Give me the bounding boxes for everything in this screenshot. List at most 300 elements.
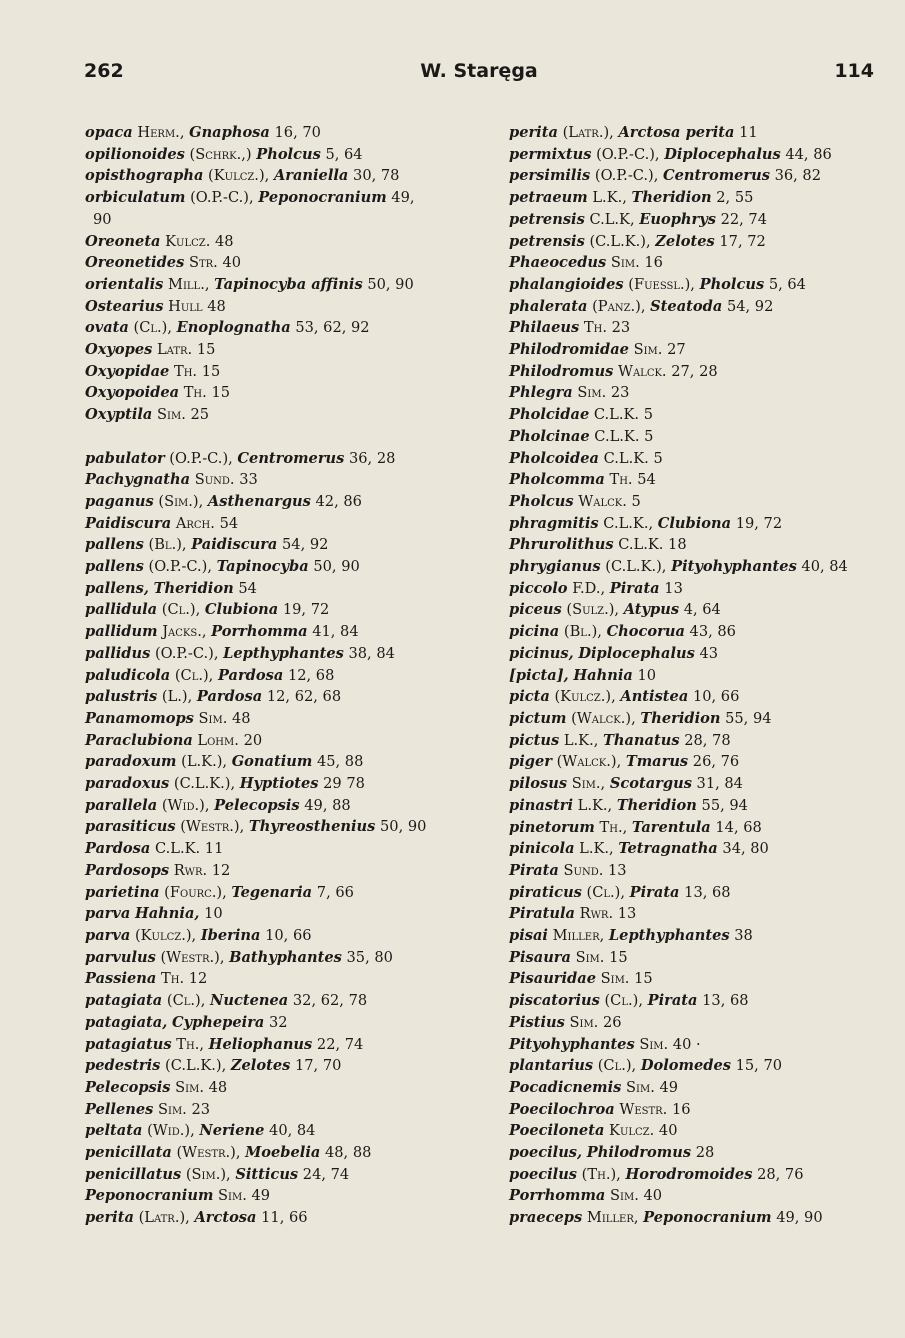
entry-term: pedestris (85, 1057, 161, 1075)
index-entry (85, 469, 460, 491)
entry-genus: Gonatium (231, 753, 313, 771)
entry-author: (Walck.), (556, 753, 622, 771)
index-entry (85, 947, 460, 969)
entry-author: Sund. (563, 861, 604, 879)
entry-author: C.L.K. (618, 536, 664, 554)
entry-pages: 18 (668, 536, 687, 554)
entry-term: Phaeocedus (509, 254, 607, 272)
entry-genus: Hahnia, (134, 905, 200, 923)
entry-term: Pellenes (85, 1100, 154, 1118)
entry-term: Oxyptila (85, 406, 153, 424)
entry-pages: 16, 70 (274, 124, 321, 141)
entry-pages: 5, 64 (325, 145, 363, 163)
entry-pages: 40 (222, 254, 242, 272)
entry-author: L.K., (579, 840, 614, 858)
index-entry (509, 817, 879, 839)
index-entry (509, 556, 879, 578)
entry-genus: Hyptiotes (239, 775, 319, 793)
index-entry (85, 730, 460, 752)
index-column-right (509, 122, 879, 1229)
entry-term: picina (509, 623, 560, 641)
entry-genus: Bathyphantes (229, 948, 342, 966)
entry-pages: 45, 88 (316, 753, 364, 771)
index-entry (85, 187, 460, 230)
index-entry (509, 448, 879, 470)
entry-genus: Pardosa (217, 666, 284, 684)
entry-author: (Fourc.), (164, 883, 227, 901)
entry-author: Sim. (600, 970, 630, 988)
entry-genus: Theridion (153, 579, 234, 597)
entry-genus: Pirata (609, 579, 660, 597)
entry-genus: Cyphepeira (171, 1013, 265, 1031)
entry-term: paganus (85, 492, 154, 510)
entry-pages: 49, 90 (776, 1209, 823, 1227)
entry-author: Th. (161, 970, 185, 988)
entry-term: Philaeus (509, 319, 580, 337)
entry-author: Th. (173, 362, 198, 380)
entry-pages: 54, 92 (282, 536, 329, 554)
entry-pages: 15 (201, 362, 221, 380)
index-entry (85, 773, 460, 795)
entry-author: (Th.), (581, 1165, 621, 1183)
entry-genus: Centromerus (237, 449, 345, 467)
entry-genus: Pirata (629, 883, 680, 901)
entry-genus: Paidiscura (191, 536, 278, 554)
entry-author: Miller, (552, 927, 605, 945)
entry-term: Pholcidae (509, 406, 590, 424)
entry-term: pinastri (509, 796, 574, 814)
entry-term: patagiata (85, 992, 163, 1010)
entry-term: opaca (85, 124, 133, 141)
entry-author: Walck. (578, 492, 627, 510)
entry-pages: 38, 84 (348, 644, 395, 662)
entry-term: persimilis (509, 167, 591, 185)
index-entry (85, 903, 460, 925)
index-entry (85, 534, 460, 556)
entry-term: petraeum (509, 189, 588, 207)
entry-term: picta (509, 688, 550, 706)
entry-pages: 48, 88 (324, 1144, 372, 1162)
entry-term: paradoxum (85, 753, 177, 771)
index-entry (85, 339, 460, 361)
entry-genus: Asthenargus (207, 492, 311, 510)
entry-author: Sim. (626, 1078, 655, 1096)
issue-number: 114 (834, 60, 874, 82)
entry-author: C.L.K., (603, 514, 654, 532)
entry-term: piccolo (509, 579, 568, 597)
index-entry (509, 1077, 879, 1099)
entry-term: peltata (85, 1122, 143, 1140)
index-entry (509, 231, 879, 253)
index-entry (85, 686, 460, 708)
entry-genus: Theridion (640, 709, 721, 727)
entry-author: (Westr.), (176, 1144, 241, 1162)
entry-genus: Pholcus (699, 275, 765, 293)
entry-term: piger (509, 753, 552, 771)
entry-genus: Theridion (631, 189, 712, 207)
index-entry (85, 231, 460, 253)
entry-author: (C.L.K.), (165, 1057, 227, 1075)
entry-author: Kulcz. (609, 1122, 655, 1140)
entry-term: Pholcinae (509, 427, 590, 445)
entry-author: (Schrk.,) (189, 145, 252, 163)
section-gap (85, 426, 460, 448)
entry-term: picinus, (509, 644, 574, 662)
entry-author: (O.P.-C.), (594, 167, 659, 185)
entry-pages: 5 (644, 427, 654, 445)
entry-genus: Euophrys (639, 210, 716, 228)
entry-genus: Lepthyphantes (608, 927, 730, 945)
entry-pages: 17, 70 (294, 1057, 342, 1075)
entry-pages: 49, 88 (304, 796, 351, 814)
entry-term: Pachygnatha (85, 471, 191, 489)
index-entry (509, 187, 879, 209)
index-entry (85, 665, 460, 687)
entry-pages: 50, 90 (313, 558, 360, 576)
entry-term: pallens (85, 558, 144, 576)
entry-genus: Chocorua (606, 623, 685, 641)
entry-term: phalangioides (509, 275, 624, 293)
entry-author: (C.L.K.), (605, 558, 667, 576)
entry-term: patagiatus (85, 1035, 172, 1053)
entry-author: (C.L.K.), (173, 775, 236, 793)
entry-term: phragmitis (509, 514, 599, 532)
entry-term: piraticus (509, 883, 582, 901)
entry-term: pallens (85, 536, 144, 554)
entry-pages: 49 (659, 1078, 679, 1096)
entry-pages: 15, 70 (735, 1057, 783, 1075)
index-entry (509, 1207, 879, 1229)
entry-genus: Gnaphosa (189, 124, 270, 141)
entry-term: Oxyopes (85, 341, 153, 359)
entry-pages: 14, 68 (715, 818, 762, 836)
entry-pages: 44, 86 (785, 145, 832, 163)
entry-pages: 5, 64 (768, 275, 806, 293)
entry-author: (Fuessl.), (628, 275, 695, 293)
entry-genus: Dolomedes (640, 1057, 731, 1075)
entry-genus: Tarentula (631, 818, 711, 836)
entry-genus: Zelotes (655, 232, 715, 250)
entry-pages: 20 (243, 731, 263, 749)
index-entry (509, 578, 879, 600)
index-entry (85, 296, 460, 318)
index-entry (85, 599, 460, 621)
entry-author: (Wid.), (161, 796, 210, 814)
index-entry (85, 1207, 460, 1229)
entry-genus: Tetragnatha (618, 840, 718, 858)
entry-pages: 12, 68 (287, 666, 335, 684)
index-entry (509, 1012, 879, 1034)
index-entry (85, 448, 460, 470)
entry-term: parva (85, 905, 131, 923)
entry-term: penicillatus (85, 1165, 182, 1183)
entry-author: Sim. (633, 341, 663, 359)
entry-term: Ostearius (85, 297, 164, 315)
entry-author: (Westr.), (180, 818, 245, 836)
entry-term: Panamomops (85, 709, 194, 727)
index-entry (85, 968, 460, 990)
entry-author: (Sulz.), (566, 601, 620, 619)
entry-author: Sim., (571, 775, 606, 793)
entry-term: Phrurolithus (509, 536, 614, 554)
entry-author: (Latr.), (138, 1209, 190, 1227)
index-entry (85, 1164, 460, 1186)
entry-genus: Tegenaria (231, 883, 313, 901)
entry-pages: 32 (269, 1013, 288, 1031)
entry-author: Sim. (577, 384, 607, 402)
entry-term: [picta], (509, 666, 569, 684)
entry-pages: 17, 72 (719, 232, 766, 250)
entry-term: parasiticus (85, 818, 176, 836)
entry-author: (Cl.), (174, 666, 214, 684)
entry-pages: 49, (391, 189, 415, 207)
entry-author: (Bl.), (148, 536, 187, 554)
entry-genus: Atypus (623, 601, 680, 619)
entry-genus: Pholcus (256, 145, 321, 163)
index-entry (85, 751, 460, 773)
entry-term: Oxyopoidea (85, 384, 180, 402)
entry-pages: 22, 74 (720, 210, 767, 228)
index-entry (509, 621, 879, 643)
entry-pages: 27, 28 (671, 362, 718, 380)
entry-author: Sim. (639, 1035, 669, 1053)
entry-pages: 43 (699, 644, 719, 662)
entry-term: Phlegra (509, 384, 573, 402)
entry-term: Peponocranium (85, 1187, 214, 1205)
entry-author: Kulcz. (165, 232, 211, 250)
entry-pages: 36, 28 (348, 449, 396, 467)
entry-genus: Diplocephalus (664, 145, 781, 163)
index-entry (509, 339, 879, 361)
index-entry (509, 838, 879, 860)
index-entry (509, 534, 879, 556)
entry-author: Sim. (158, 1100, 187, 1118)
entry-author: Walck. (617, 362, 667, 380)
entry-author: (Panz.), (592, 297, 646, 315)
entry-genus: Theridion (616, 796, 697, 814)
entry-pages: 40 (643, 1187, 663, 1205)
index-entry (509, 513, 879, 535)
entry-pages: 11 (204, 840, 224, 858)
entry-author: Latr. (156, 341, 193, 359)
entry-term: pallidus (85, 644, 151, 662)
index-entry (509, 990, 879, 1012)
entry-genus: Hahnia (573, 666, 633, 684)
entry-author: Sim. (610, 1187, 639, 1205)
entry-pages: 36, 82 (774, 167, 821, 185)
entry-pages: 11, 66 (261, 1209, 308, 1227)
entry-author: (Westr.), (160, 948, 225, 966)
index-entry (509, 209, 879, 231)
index-entry (509, 1185, 879, 1207)
entry-term: petrensis (509, 232, 585, 250)
entry-pages: 30, 78 (353, 167, 400, 185)
index-entry (85, 122, 460, 144)
entry-author: C.L.K. (593, 406, 640, 424)
entry-term: Pholcoidea (509, 449, 599, 467)
index-entry (85, 165, 460, 187)
entry-term: pallidula (85, 601, 158, 619)
entry-genus: Peponocranium (643, 1209, 772, 1227)
entry-pages: 12 (188, 970, 208, 988)
entry-genus: Tapinocyba (216, 558, 309, 576)
entry-term: Oxyopidae (85, 362, 170, 380)
index-entry (85, 1185, 460, 1207)
entry-pages: 10 (204, 905, 223, 923)
entry-pages: 7, 66 (316, 883, 354, 901)
entry-author: Sim. (198, 709, 228, 727)
entry-pages: 50, 90 (380, 818, 427, 836)
entry-genus: Clubiona (657, 514, 732, 532)
entry-pages: 26 (602, 1013, 622, 1031)
index-entry (85, 317, 460, 339)
entry-genus: Porrhomma (211, 623, 308, 641)
entry-term: pictus (509, 731, 560, 749)
entry-term: palustris (85, 688, 158, 706)
entry-term: Pistius (509, 1013, 565, 1031)
index-entry (85, 795, 460, 817)
entry-genus: Diplocephalus (578, 644, 695, 662)
entry-genus: Pirata (647, 992, 698, 1010)
entry-pages: 38 (734, 927, 753, 945)
entry-pages: 41, 84 (312, 623, 359, 641)
index-entry (509, 686, 879, 708)
entry-author: (Sim.), (158, 492, 204, 510)
entry-term: paradoxus (85, 775, 170, 793)
entry-term: opisthographa (85, 167, 204, 185)
index-column-left (85, 122, 460, 1229)
entry-author: Rwr. (173, 861, 208, 879)
entry-term: Pirata (509, 861, 559, 879)
entry-term: Pityohyphantes (509, 1035, 635, 1053)
index-entry (509, 296, 879, 318)
entry-genus: Zelotes (230, 1057, 291, 1075)
entry-genus: Pelecopsis (214, 796, 300, 814)
entry-pages: 19, 72 (735, 514, 783, 532)
entry-term: pinicola (509, 840, 575, 858)
index-entry (85, 990, 460, 1012)
entry-pages: 16 (671, 1100, 691, 1118)
entry-term: praeceps (509, 1209, 583, 1227)
index-entry (85, 404, 460, 426)
entry-term: Philodromidae (509, 341, 629, 359)
entry-genus: Scotargus (609, 775, 692, 793)
index-entry (85, 361, 460, 383)
index-entry (85, 578, 460, 600)
entry-genus: Steatoda (650, 297, 723, 315)
entry-pages: 42, 86 (315, 492, 362, 510)
index-entry (509, 491, 879, 513)
index-entry (85, 491, 460, 513)
entry-genus: Tapinocyba affinis (214, 275, 363, 293)
entry-pages: 10, 66 (265, 927, 312, 944)
index-entry (509, 968, 879, 990)
entry-author: Th. (609, 471, 633, 489)
entry-pages: 40 (658, 1122, 678, 1140)
entry-author: Th. (183, 384, 207, 402)
entry-pages: 13, 68 (684, 883, 731, 901)
index-entry (85, 838, 460, 860)
entry-pages: 19, 72 (282, 601, 330, 619)
entry-pages: 26, 76 (692, 753, 740, 771)
entry-term: Pholcomma (509, 471, 605, 489)
entry-pages: 28, 78 (684, 731, 731, 749)
entry-pages: 55, 94 (725, 709, 772, 727)
entry-author: (C.L.K.), (589, 232, 651, 250)
entry-author: C.L.K. (603, 449, 649, 467)
entry-pages: 33 (239, 471, 258, 489)
entry-pages: 15 (196, 341, 216, 359)
index-entry (85, 1012, 460, 1034)
entry-author: (O.P.-C.), (596, 145, 660, 163)
index-entry (85, 252, 460, 274)
index-entry (85, 382, 460, 404)
index-entry (85, 816, 460, 838)
index-entry (85, 925, 460, 947)
entry-term: poecilus, (509, 1144, 583, 1162)
entry-author: (O.P.-C.), (154, 644, 219, 662)
entry-pages: 54 (637, 471, 656, 489)
entry-term: parva (85, 927, 131, 944)
entry-author: (O.P.-C.), (169, 449, 233, 467)
entry-author: L.K., (577, 796, 613, 814)
entry-author: C.L.K, (589, 210, 635, 228)
entry-author: (Kulcz.), (208, 167, 270, 185)
entry-pages: 34, 80 (722, 840, 769, 858)
entry-author: Mill., (168, 275, 210, 293)
index-entry (85, 513, 460, 535)
index-entry (509, 426, 879, 448)
index-entry (85, 643, 460, 665)
entry-pages: 15 (609, 948, 628, 966)
entry-pages: 28 (695, 1144, 715, 1162)
entry-author: Sim. (575, 948, 605, 966)
entry-pages: 15 (211, 384, 231, 402)
index-entry (509, 361, 879, 383)
entry-term: pallidum (85, 623, 158, 641)
entry-term: pallens, (85, 579, 149, 597)
entry-genus: Antistea (620, 688, 689, 706)
entry-pages: 25 (190, 406, 210, 424)
entry-term: Oreoneta (85, 232, 161, 250)
entry-author: (Sim.), (185, 1165, 231, 1183)
entry-pages: 32, 62, 78 (292, 992, 368, 1010)
index-entry (509, 708, 879, 730)
index-entry (509, 1099, 879, 1121)
entry-genus: Neriene (199, 1122, 265, 1140)
index-entry (85, 556, 460, 578)
entry-term: penicillata (85, 1144, 172, 1162)
entry-author: (Cl.), (604, 992, 643, 1010)
entry-pages: 10 (637, 666, 657, 684)
entry-term: pabulator (85, 449, 165, 467)
entry-author: Jacks., (162, 623, 207, 641)
index-entry (509, 860, 879, 882)
entry-pages: 54 (238, 579, 257, 597)
index-entry (509, 122, 879, 144)
entry-term: Pardosops (85, 861, 170, 879)
entry-pages: 24, 74 (302, 1165, 350, 1183)
entry-term: perita (85, 1209, 134, 1227)
index-entry (509, 751, 879, 773)
entry-pages: 53, 62, 92 (295, 319, 370, 337)
entry-term: parietina (85, 883, 160, 901)
index-entry (509, 773, 879, 795)
entry-genus: Araniella (273, 167, 349, 185)
entry-pages: 35, 80 (346, 948, 393, 966)
entry-genus: Tmarus (625, 753, 689, 771)
entry-genus: Iberina (200, 927, 261, 944)
